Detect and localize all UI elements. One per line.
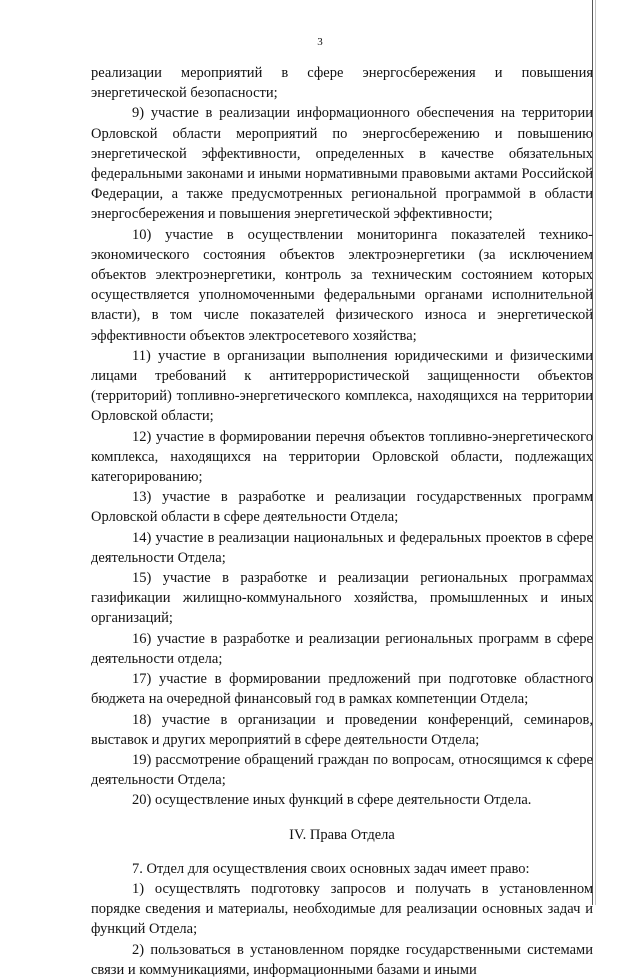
paragraph-continuation: реализации мероприятий в сфере энергосбережения и повышения энергетической безопасности; [91, 65, 593, 102]
list-item-10: 10) участие в осуществлении мониторинга показателей технико-экономического состояния объектов электроэнергетики (за исключением объектов электроэнергетики, контроль за техническим состоянием которых осуществляется уполномоченными федеральными органами исполнительной власти), в том числе показателей физического износа и энергетической эффективности объектов электросетевого хозяйства; [91, 226, 593, 344]
list-item-12: 12) участие в формировании перечня объектов топливно-энергетического комплекса, находящихся на территории Орловской области, подлежащих категорированию; [91, 428, 593, 486]
list-item-9: 9) участие в реализации информационного обеспечения на территории Орловской области мероприятий по энергосбережению и повышению энергетической эффективности, определенных в качестве обязательных федеральными законами и иными нормативными правовыми актами Российской Федерации, а также предусмотренных региональной программой в области энергосбережения и повышения энергетической эффективности; [91, 105, 593, 223]
list-item-11: 11) участие в организации выполнения юридическими и физическими лицами требований к антитеррористической защищенности объектов (территорий) топливно-энергетического комплекса, находящихся на территории Орловской области; [91, 347, 593, 425]
list-item-16: 16) участие в разработке и реализации региональных программ в сфере деятельности отдела; [91, 630, 593, 667]
document-body [91, 63, 593, 980]
scan-edge-line-secondary [595, 0, 596, 905]
list-item-19: 19) рассмотрение обращений граждан по вопросам, относящимся к сфере деятельности Отдела; [91, 751, 593, 789]
rights-intro: 7. Отдел для осуществления своих основных задач имеет право: [132, 860, 530, 877]
rights-item-1: 1) осуществлять подготовку запросов и получать в установленном порядке сведения и материалы, необходимые для реализации основных задач и функций Отдела; [91, 880, 593, 938]
list-item-13: 13) участие в разработке и реализации государственных программ Орловской области в сфере деятельности Отдела; [91, 489, 593, 526]
rights-item-2: 2) пользоваться в установленном порядке государственными системами связи и коммуникациями, информационными базами и иными [91, 941, 593, 978]
list-item-17: 17) участие в формировании предложений при подготовке областного бюджета на очередной финансовый год в рамках компетенции Отдела; [91, 671, 593, 708]
list-item-20: 20) осуществление иных функций в сфере деятельности Отдела. [132, 792, 532, 809]
list-item-14: 14) участие в реализации национальных и федеральных проектов в сфере деятельности Отдела; [91, 529, 593, 566]
section-title: IV. Права Отдела [289, 826, 395, 843]
page-number: 3 [317, 36, 323, 48]
list-item-15: 15) участие в разработке и реализации региональных программах газификации жилищно-коммунального хозяйства, промышленных и иных организаций; [91, 570, 593, 627]
list-item-18: 18) участие в организации и проведении конференций, семинаров, выставок и других мероприятий в сфере деятельности Отдела; [91, 711, 593, 748]
